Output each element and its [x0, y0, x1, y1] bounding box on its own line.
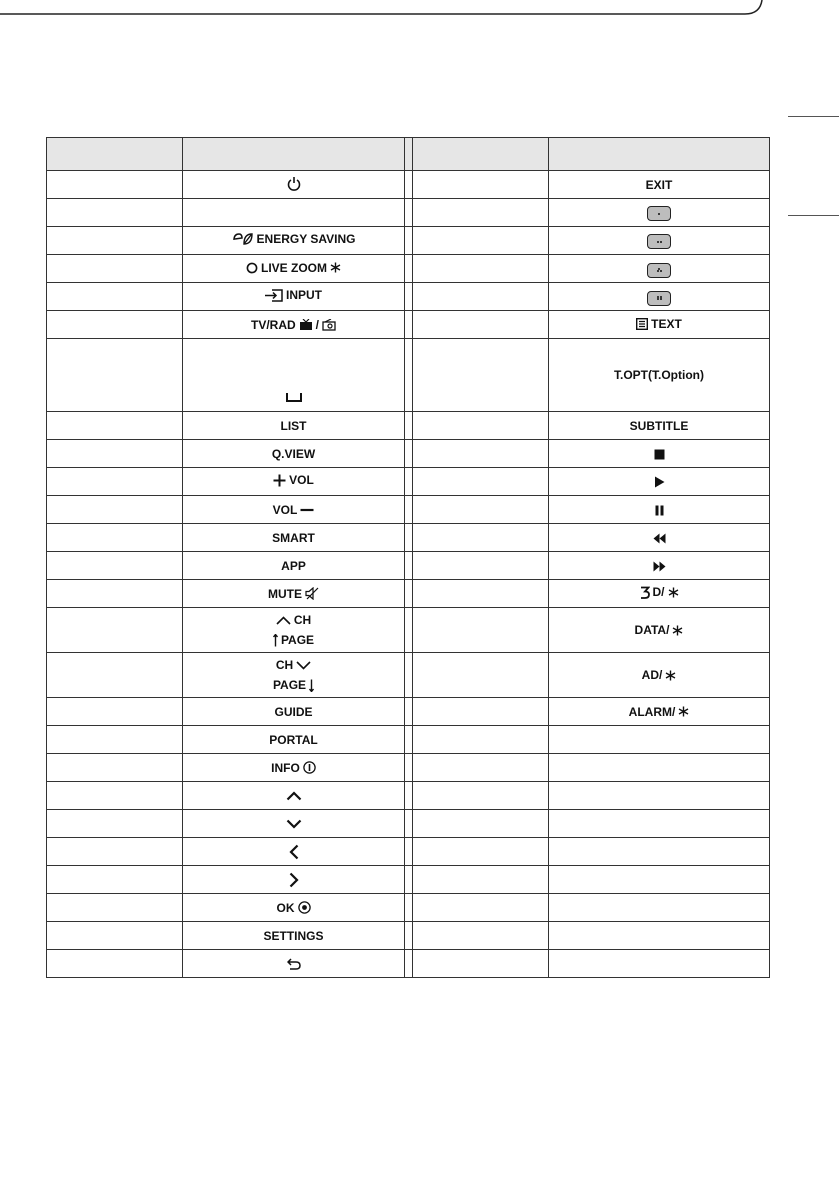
table-row — [47, 810, 770, 838]
table-row — [47, 171, 770, 199]
vol-down-label: VOL — [272, 502, 298, 517]
table-header-row — [47, 138, 770, 171]
info-icon — [303, 761, 316, 774]
page-up-label: PAGE — [280, 633, 315, 647]
table-row — [47, 894, 770, 922]
asterisk-icon — [672, 625, 683, 636]
table-row — [47, 283, 770, 311]
gap-cell — [405, 138, 413, 171]
data-key-label: DATA/ — [634, 623, 670, 637]
space-bar-icon — [286, 392, 302, 402]
portal-label: PORTAL — [269, 732, 318, 747]
table-row — [47, 838, 770, 866]
table-row — [47, 199, 770, 227]
table-row — [47, 227, 770, 255]
side-rule-bottom — [788, 215, 839, 216]
page-curl-decoration — [0, 0, 839, 60]
asterisk-icon — [668, 587, 679, 598]
teletext-icon — [636, 318, 648, 330]
table-row — [47, 339, 770, 412]
smart-label: SMART — [272, 530, 315, 545]
table-row — [47, 922, 770, 950]
header-cell — [549, 138, 770, 171]
color-key-3-icon — [647, 263, 671, 278]
topt-key-label: T.OPT(T.Option) — [614, 368, 704, 382]
exit-key-label: EXIT — [645, 177, 673, 192]
table-row — [47, 552, 770, 580]
header-cell — [413, 138, 549, 171]
side-rule-top — [788, 116, 839, 117]
table-row — [47, 580, 770, 608]
back-arrow-icon — [287, 958, 301, 970]
stop-icon — [654, 449, 665, 460]
table-row — [47, 698, 770, 726]
threed-key-label: D/ — [652, 585, 665, 600]
tv-icon — [299, 319, 313, 331]
mute-label: MUTE — [268, 586, 302, 601]
ok-label: OK — [276, 900, 295, 915]
ad-key-label: AD/ — [641, 668, 663, 682]
arrow-up-icon — [286, 791, 302, 801]
page-down-icon — [309, 679, 314, 692]
guide-label: GUIDE — [274, 704, 313, 719]
input-icon — [265, 289, 283, 302]
ok-target-icon — [298, 901, 311, 914]
table-row: TV/RAD / TEXT — [47, 311, 770, 339]
fast-forward-icon — [653, 561, 666, 572]
header-cell — [183, 138, 405, 171]
pause-icon — [655, 505, 664, 516]
table-row — [47, 653, 770, 698]
page-up-icon — [273, 634, 278, 647]
input-label: INPUT — [286, 288, 322, 303]
color-key-1-icon — [647, 206, 671, 221]
table-row — [47, 412, 770, 440]
text-key-label: TEXT — [651, 316, 682, 331]
chevron-down-icon — [296, 661, 311, 670]
table-row — [47, 440, 770, 468]
arrow-right-icon — [289, 872, 299, 888]
vol-up-label: VOL — [289, 473, 314, 488]
three-d-icon — [640, 586, 650, 599]
list-label: LIST — [280, 418, 307, 433]
zoom-circle-icon — [246, 262, 258, 274]
energy-saving-label: ENERGY SAVING — [256, 232, 356, 246]
arrow-down-icon — [286, 819, 302, 829]
power-icon — [287, 176, 301, 191]
subtitle-key-label: SUBTITLE — [629, 418, 689, 433]
radio-icon — [322, 319, 336, 331]
ch-down-label: CH — [275, 658, 294, 672]
table-row — [47, 608, 770, 653]
asterisk-icon — [330, 262, 341, 273]
rewind-icon — [653, 533, 666, 544]
play-icon — [654, 476, 665, 488]
table-row — [47, 524, 770, 552]
page-down-label: PAGE — [272, 678, 307, 692]
table-row — [47, 950, 770, 978]
alarm-key-label: ALARM/ — [628, 704, 676, 719]
table-row — [47, 782, 770, 810]
arrow-left-icon — [289, 844, 299, 860]
remote-key-table — [46, 137, 770, 978]
table-row — [47, 754, 770, 782]
color-key-4-icon — [647, 291, 671, 306]
header-cell — [47, 138, 183, 171]
app-label: APP — [281, 558, 306, 573]
chevron-up-icon — [276, 616, 291, 625]
asterisk-icon — [665, 670, 676, 681]
table-row — [47, 866, 770, 894]
table-row — [47, 468, 770, 496]
ch-up-label: CH — [293, 613, 312, 627]
table-row — [47, 726, 770, 754]
tv-rad-label: TV/RAD — [250, 317, 296, 332]
table-row — [47, 255, 770, 283]
qview-label: Q.VIEW — [271, 446, 316, 461]
plus-icon — [273, 474, 286, 487]
leaf-icon — [232, 232, 254, 246]
table-row — [47, 496, 770, 524]
color-key-2-icon — [647, 234, 671, 249]
minus-icon — [300, 507, 314, 513]
asterisk-icon — [678, 706, 689, 717]
settings-label: SETTINGS — [263, 928, 324, 943]
info-label: INFO — [271, 760, 300, 775]
live-zoom-label: LIVE ZOOM — [261, 260, 327, 275]
speaker-mute-icon — [305, 587, 319, 600]
